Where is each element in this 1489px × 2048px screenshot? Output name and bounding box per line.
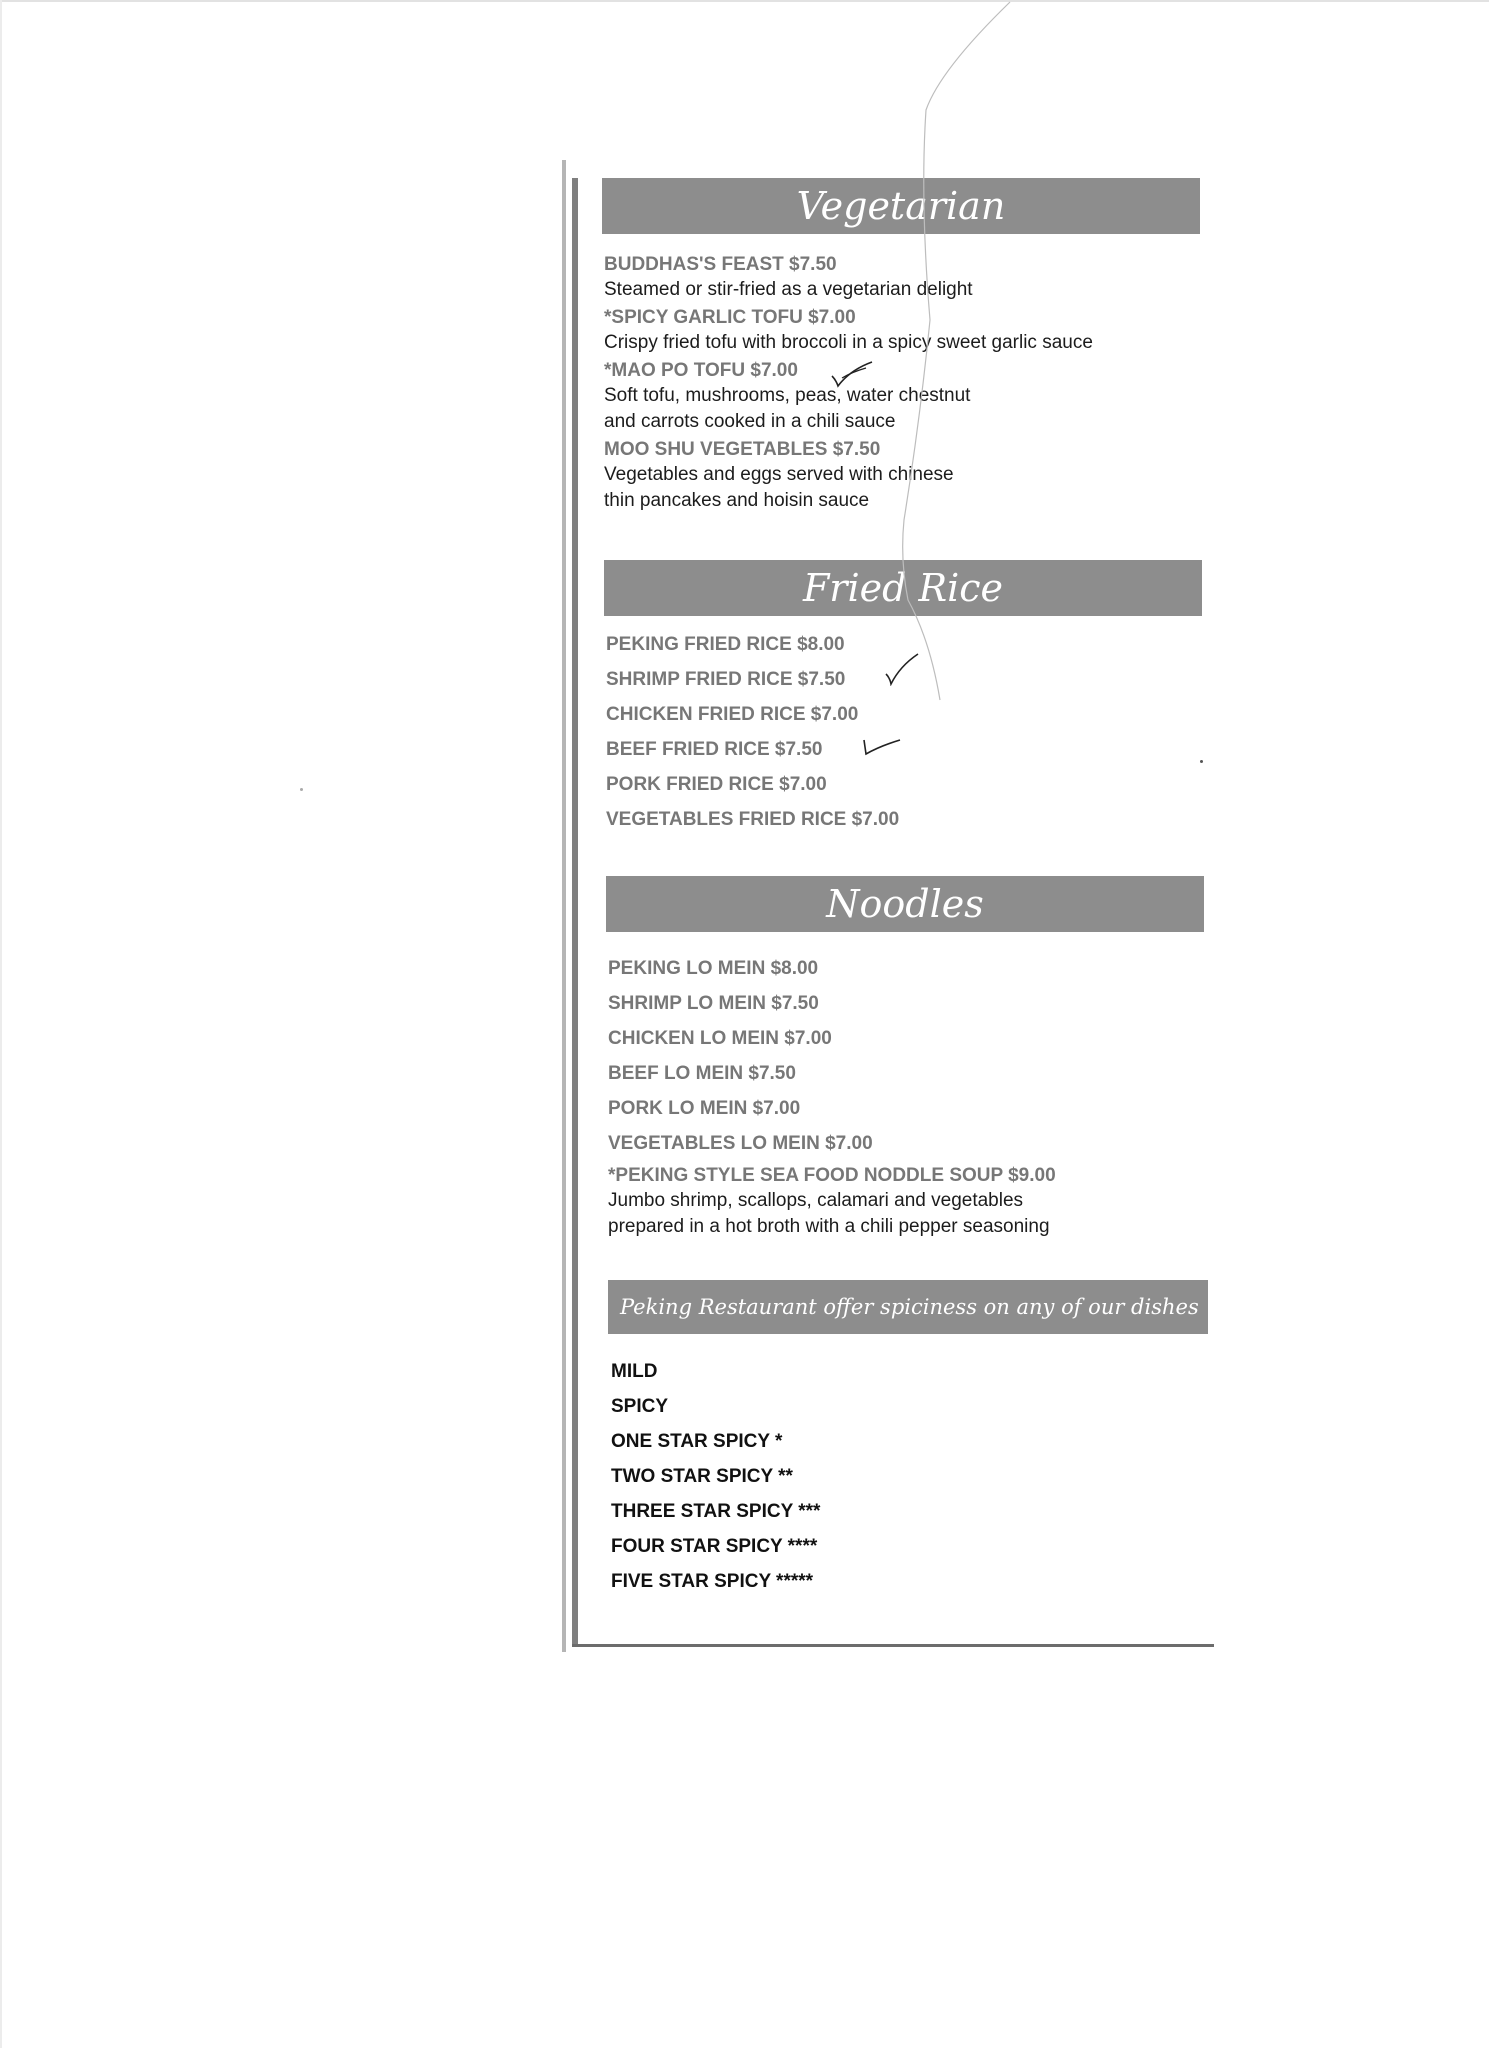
item-description: Jumbo shrimp, scallops, calamari and vegetables bbox=[608, 1190, 1024, 1211]
fried-rice-banner bbox=[604, 560, 1202, 616]
list-item: BEEF FRIED RICE $7.50 bbox=[606, 739, 823, 760]
list-item: SHRIMP FRIED RICE $7.50 bbox=[606, 669, 846, 690]
fried-rice-title: Fried Rice bbox=[802, 566, 1004, 610]
spiciness-note: Peking Restaurant offer spiciness on any of our dishes bbox=[620, 1295, 1199, 1319]
list-item: PEKING FRIED RICE $8.00 bbox=[606, 634, 845, 655]
menu-item bbox=[604, 359, 970, 435]
spiciness-note-banner bbox=[608, 1280, 1208, 1334]
item-name: BUDDHAS'S FEAST $7.50 bbox=[604, 254, 837, 275]
vegetarian-title: Vegetarian bbox=[796, 184, 1006, 228]
menu-item bbox=[604, 253, 973, 303]
item-name: MOO SHU VEGETABLES $7.50 bbox=[604, 439, 881, 460]
spice-level: SPICY bbox=[611, 1396, 669, 1417]
card-outer-edge bbox=[562, 160, 566, 1652]
vegetarian-banner bbox=[602, 178, 1200, 234]
list-item: PORK FRIED RICE $7.00 bbox=[606, 774, 827, 795]
item-description: Soft tofu, mushrooms, peas, water chestnut bbox=[604, 385, 971, 406]
spice-level: TWO STAR SPICY ** bbox=[611, 1466, 793, 1487]
menu-item bbox=[604, 438, 954, 514]
item-description: Crispy fried tofu with broccoli in a spicy sweet garlic sauce bbox=[604, 332, 1093, 353]
list-item: CHICKEN FRIED RICE $7.00 bbox=[606, 704, 859, 725]
list-item: SHRIMP LO MEIN $7.50 bbox=[608, 993, 819, 1014]
scan-left-edge bbox=[0, 0, 2, 2048]
item-description: Vegetables and eggs served with chinese bbox=[604, 464, 954, 485]
menu-item bbox=[608, 1164, 1056, 1240]
card-bottom-edge bbox=[572, 1644, 1214, 1647]
noodles-title: Noodles bbox=[826, 882, 984, 926]
item-description: prepared in a hot broth with a chili pepper seasoning bbox=[608, 1216, 1050, 1237]
card-spine bbox=[572, 178, 578, 1646]
list-item: BEEF LO MEIN $7.50 bbox=[608, 1063, 796, 1084]
item-name: *PEKING STYLE SEA FOOD NODDLE SOUP $9.00 bbox=[608, 1165, 1056, 1186]
spice-level: MILD bbox=[611, 1361, 658, 1382]
item-description: thin pancakes and hoisin sauce bbox=[604, 490, 870, 511]
list-item: PEKING LO MEIN $8.00 bbox=[608, 958, 819, 979]
spice-level: FOUR STAR SPICY **** bbox=[611, 1536, 818, 1557]
scan-top-edge bbox=[0, 0, 1489, 2]
scan-speck bbox=[300, 788, 303, 791]
menu-item bbox=[604, 306, 1093, 356]
item-description: and carrots cooked in a chili sauce bbox=[604, 411, 896, 432]
list-item: VEGETABLES FRIED RICE $7.00 bbox=[606, 809, 900, 830]
scan-speck bbox=[1200, 760, 1203, 763]
item-name: *SPICY GARLIC TOFU $7.00 bbox=[604, 307, 856, 328]
noodles-banner bbox=[606, 876, 1204, 932]
list-item: VEGETABLES LO MEIN $7.00 bbox=[608, 1133, 873, 1154]
item-description: Steamed or stir-fried as a vegetarian delight bbox=[604, 279, 973, 300]
spice-level: THREE STAR SPICY *** bbox=[611, 1501, 821, 1522]
spice-level: ONE STAR SPICY * bbox=[611, 1431, 783, 1452]
list-item: PORK LO MEIN $7.00 bbox=[608, 1098, 801, 1119]
spice-level: FIVE STAR SPICY ***** bbox=[611, 1571, 814, 1592]
list-item: CHICKEN LO MEIN $7.00 bbox=[608, 1028, 832, 1049]
item-name: *MAO PO TOFU $7.00 bbox=[604, 360, 798, 381]
